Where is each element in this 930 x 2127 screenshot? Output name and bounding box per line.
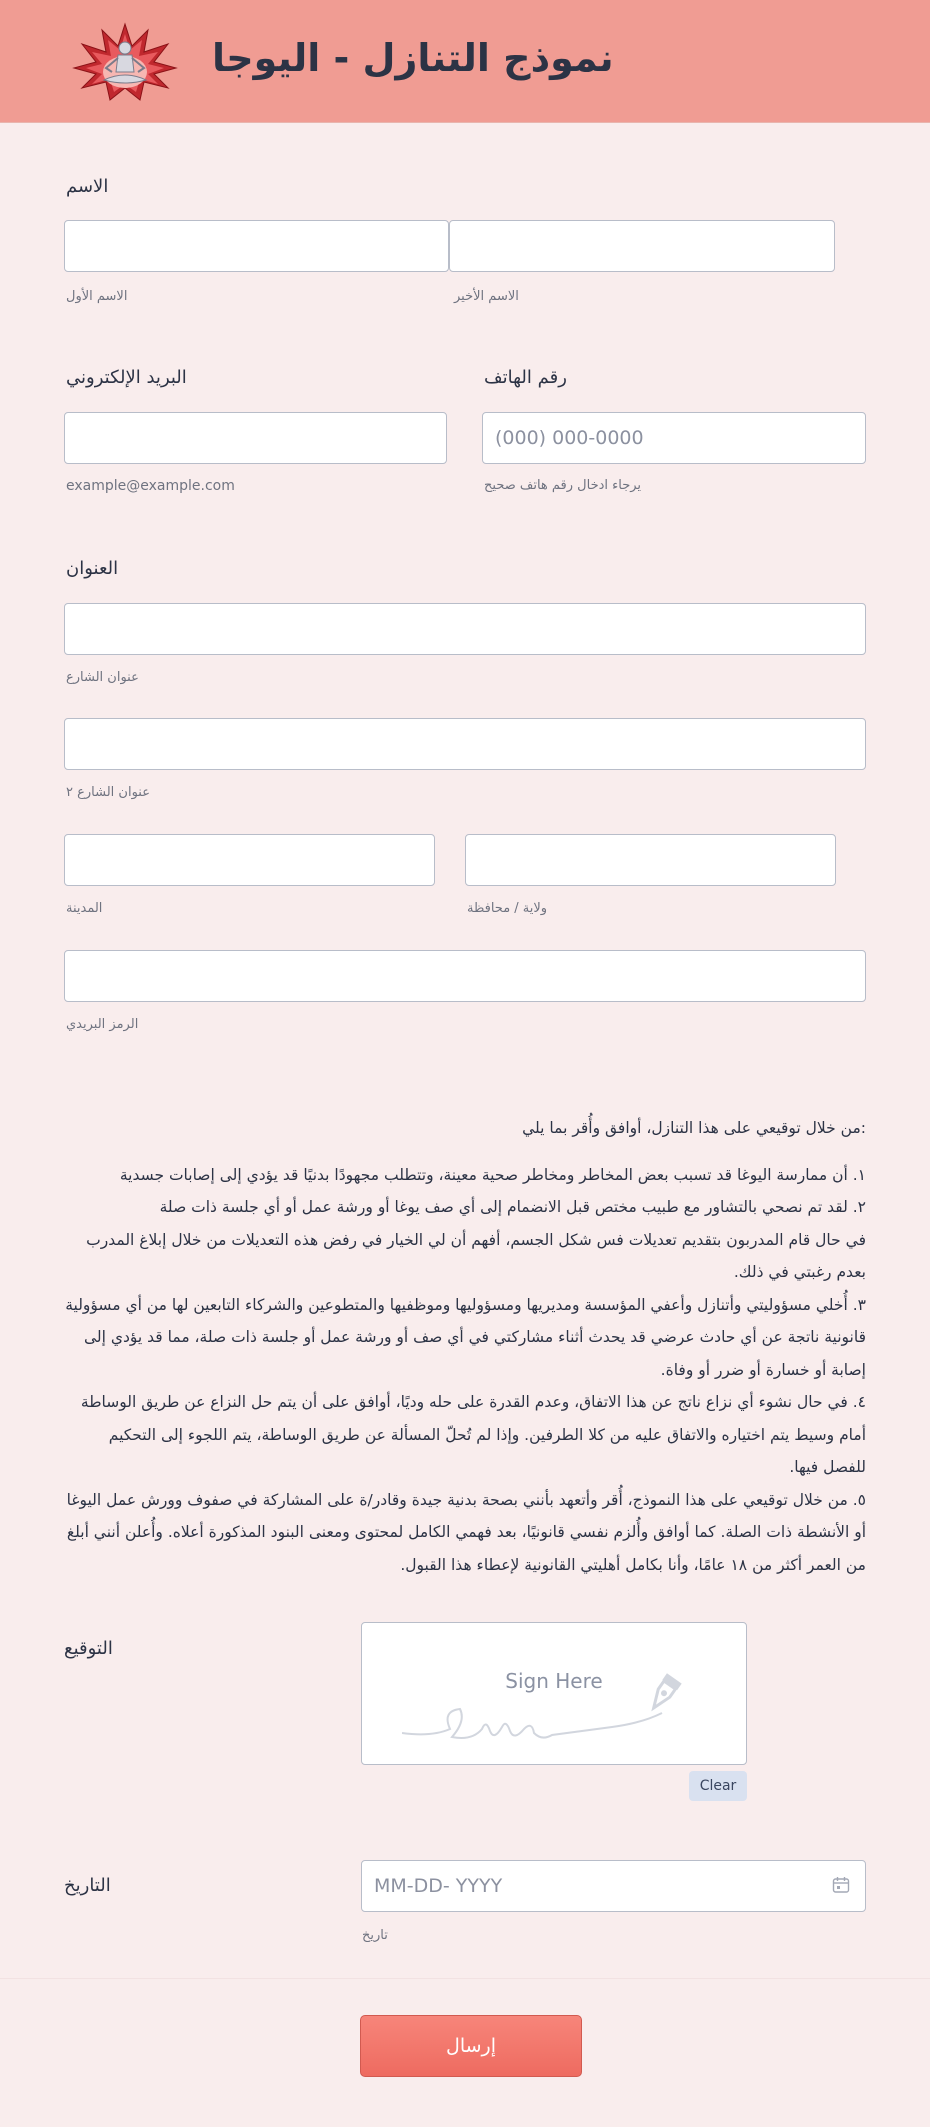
email-input[interactable] [64, 412, 447, 464]
page-title: نموذج التنازل - اليوجا [212, 36, 614, 80]
date-input[interactable] [361, 1860, 866, 1912]
clear-signature-button[interactable]: Clear [689, 1771, 747, 1801]
zip-sublabel: الرمز البريدي [66, 1017, 139, 1032]
form-header [0, 0, 930, 123]
last-name-input[interactable] [449, 220, 835, 272]
signature-placeholder: Sign Here [505, 1669, 603, 1693]
consent-intro: :من خلال توقيعي على هذا التنازل، أوافق وأُقر بما يلي [522, 1119, 866, 1137]
phone-sublabel: يرجاء ادخال رقم هاتف صحيح [484, 478, 642, 493]
signature-label: التوقيع [64, 1638, 113, 1659]
street-address-2-sublabel: عنوان الشارع ٢ [66, 785, 150, 800]
state-sublabel: ولاية / محافظة [467, 901, 548, 916]
submit-button[interactable]: إرسال [360, 2015, 582, 2077]
consent-line-4: ٣. أُخلي مسؤوليتي وأتنازل وأعفي المؤسسة ومديريها ومسؤوليها وموظفيها والمتطوعين والشركاء التابعين لها من أي مسؤولية قانونية ناتجة عن أي حادث عرضي قد يحدث أثناء مشاركتي في أي صف أو ورشة عمل أو جلسة ذات صلة، مما قد يؤدي إلى إصابة أو خسارة أو ضرر أو وفاة. [65, 1295, 866, 1379]
first-name-input[interactable] [64, 220, 449, 272]
zip-input[interactable] [64, 950, 866, 1002]
signature-pad[interactable] [361, 1622, 747, 1765]
consent-line-1: ١. أن ممارسة اليوغا قد تسبب بعض المخاطر ومخاطر صحية معينة، وتتطلب مجهودًا بدنيًا قد يؤدي إلى إصابات جسدية [119, 1165, 866, 1184]
name-label: الاسم [66, 176, 109, 197]
date-sublabel: تاريخ [362, 1928, 388, 1943]
first-name-sublabel: الاسم الأول [66, 289, 128, 304]
signature-scribble-icon [402, 1671, 712, 1751]
consent-line-5: ٤. في حال نشوء أي نزاع ناتج عن هذا الاتفاق، وعدم القدرة على حله وديًا، أوافق على أن يتم حل النزاع عن طريق الوساطة أمام وسيط يتم اختياره والاتفاق عليه من كلا الطرفين. وإذا لم تُحلّ المسألة عن طريق الوساطة، يتم اللجوء إلى التحكيم للفصل فيها. [80, 1393, 866, 1476]
consent-line-3: في حال قام المدربون بتقديم تعديلات فس شكل الجسم، أفهم أن لي الخيار في رفض هذه التعديلات من خلال إبلاغ المدرب بعدم رغبتي في ذلك. [86, 1230, 866, 1281]
phone-label: رقم الهاتف [484, 367, 567, 388]
city-input[interactable] [64, 834, 435, 886]
yoga-meditation-logo-icon [70, 22, 180, 104]
consent-line-6: ٥. من خلال توقيعي على هذا النموذج، أُقر وأتعهد بأنني بصحة بدنية جيدة وقادر/ة على المشاركة في صفوف وورش عمل اليوغا أو الأنشطة ذات الصلة. كما أوافق وأُلزم نفسي قانونيًا، بعد فهمي الكامل لمحتوى ومعنى البنود المذكورة أعلاه. وأُعلن أنني أبلغ من العمر أكثر من ١٨ عامًا، وأنا بكامل أهليتي القانونية لإعطاء هذا القبول. [66, 1490, 866, 1574]
last-name-sublabel: الاسم الأخير [454, 289, 519, 304]
calendar-icon[interactable] [832, 1876, 850, 1894]
email-label: البريد الإلكتروني [66, 367, 187, 388]
street-address-2-input[interactable] [64, 718, 866, 770]
address-label: العنوان [66, 558, 119, 579]
phone-input[interactable] [482, 412, 866, 464]
street-address-input[interactable] [64, 603, 866, 655]
consent-line-2: ٢. لقد تم نصحي بالتشاور مع طبيب مختص قبل الانضمام إلى أي صف يوغا أو ورشة عمل أو أي جلسة ذات صلة [159, 1198, 866, 1216]
state-input[interactable] [465, 834, 836, 886]
email-sublabel: example@example.com [66, 478, 235, 494]
waiver-consent-text [64, 1112, 866, 1581]
city-sublabel: المدينة [66, 901, 103, 916]
date-label: التاريخ [64, 1875, 111, 1896]
street-address-sublabel: عنوان الشارع [66, 670, 139, 685]
